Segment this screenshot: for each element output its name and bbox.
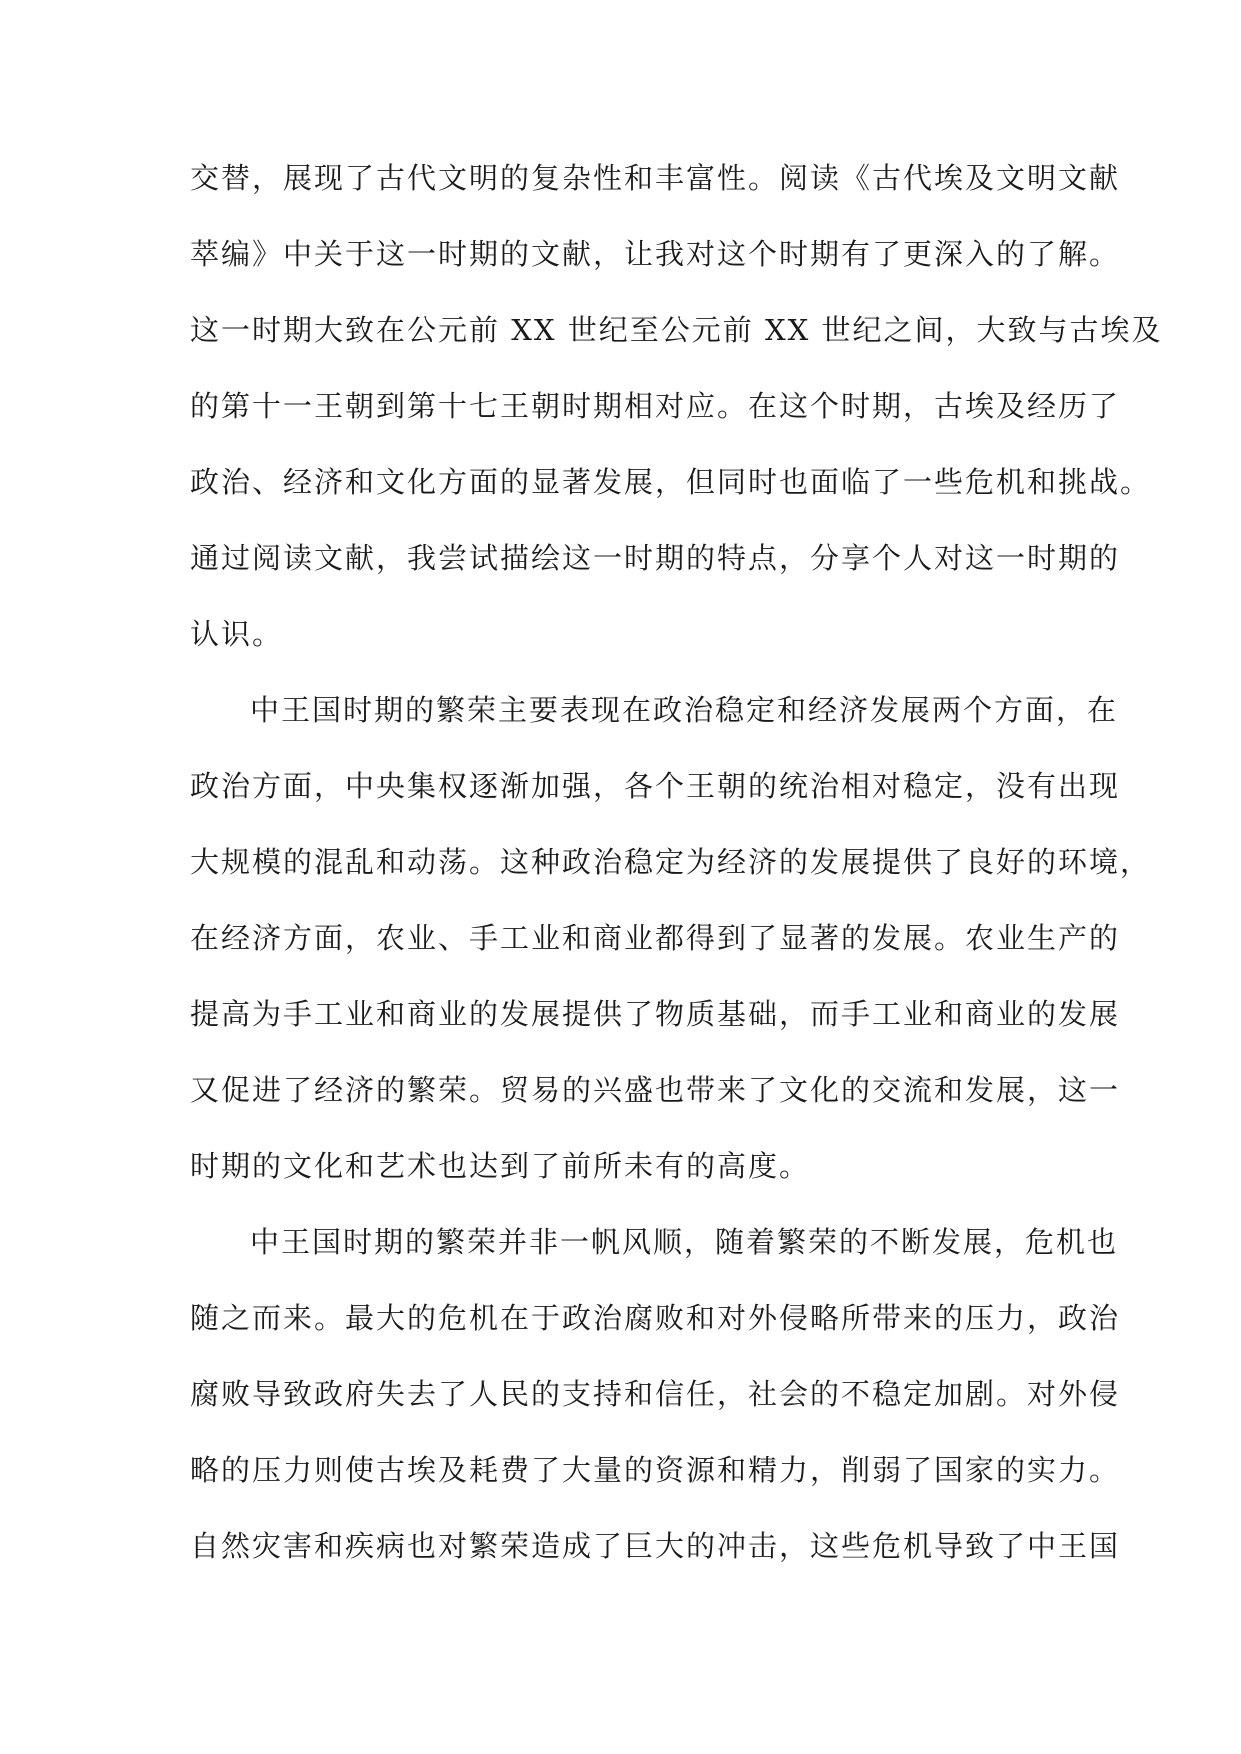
text-line: 腐败导致政府失去了人民的支持和信任，社会的不稳定加剧。对外侵 xyxy=(190,1377,1121,1411)
text-line: 认识。 xyxy=(190,617,284,651)
text-line: 这一时期大致在公元前 XX 世纪至公元前 XX 世纪之间，大致与古埃及 xyxy=(190,313,1163,347)
text-line: 政治方面，中央集权逐渐加强，各个王朝的统治相对稳定，没有出现 xyxy=(190,769,1121,803)
text-line: 交替，展现了古代文明的复杂性和丰富性。阅读《古代埃及文明文献 xyxy=(190,161,1121,195)
text-line: 政治、经济和文化方面的显著发展，但同时也面临了一些危机和挑战。 xyxy=(190,465,1152,499)
text-line: 大规模的混乱和动荡。这种政治稳定为经济的发展提供了良好的环境， xyxy=(190,845,1152,879)
text-line: 又促进了经济的繁荣。贸易的兴盛也带来了文化的交流和发展，这一 xyxy=(190,1073,1121,1107)
text-line: 自然灾害和疾病也对繁荣造成了巨大的冲击，这些危机导致了中王国 xyxy=(190,1529,1121,1563)
text-line: 时期的文化和艺术也达到了前所未有的高度。 xyxy=(190,1149,811,1183)
text-line: 随之而来。最大的危机在于政治腐败和对外侵略所带来的压力，政治 xyxy=(190,1301,1121,1335)
text-line: 在经济方面，农业、手工业和商业都得到了显著的发展。农业生产的 xyxy=(190,921,1121,955)
body-text xyxy=(190,140,1163,1584)
paragraph-first-line: 中王国时期的繁荣并非一帆风顺，随着繁荣的不断发展，危机也 xyxy=(250,1225,1119,1259)
text-line: 通过阅读文献，我尝试描绘这一时期的特点，分享个人对这一时期的 xyxy=(190,541,1121,575)
paragraph-first-line: 中王国时期的繁荣主要表现在政治稳定和经济发展两个方面，在 xyxy=(250,693,1119,727)
text-line: 萃编》中关于这一时期的文献，让我对这个时期有了更深入的了解。 xyxy=(190,237,1121,271)
text-line: 的第十一王朝到第十七王朝时期相对应。在这个时期，古埃及经历了 xyxy=(190,389,1121,423)
text-line: 略的压力则使古埃及耗费了大量的资源和精力，削弱了国家的实力。 xyxy=(190,1453,1121,1487)
text-line: 提高为手工业和商业的发展提供了物质基础，而手工业和商业的发展 xyxy=(190,997,1121,1031)
